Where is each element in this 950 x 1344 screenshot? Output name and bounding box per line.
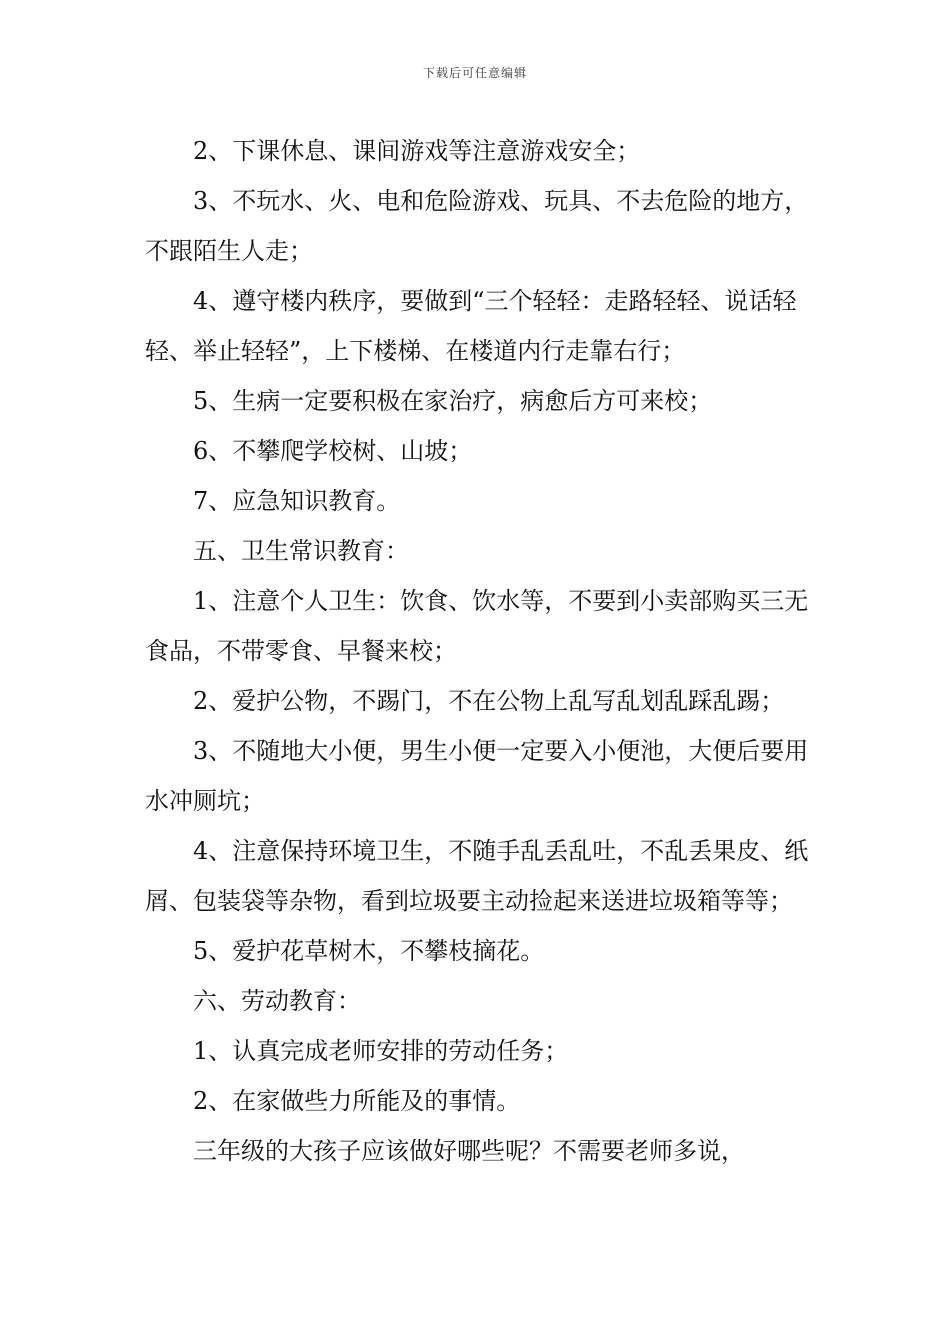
- section-heading: 六、劳动教育：: [193, 987, 361, 1015]
- paragraph: 5、生病一定要积极在家治疗，病愈后方可来校；: [193, 387, 713, 415]
- paragraph: 3、不随地大小便，男生小便一定要入小便池，大便后要用水冲厕坑；: [145, 737, 809, 815]
- paragraph: 4、遵守楼内秩序，要做到“三个轻轻：走路轻轻、说话轻轻、举止轻轻”，上下楼梯、在楼道内行走靠右行；: [145, 287, 797, 365]
- paragraph: 1、注意个人卫生：饮食、饮水等，不要到小卖部购买三无食品，不带零食、早餐来校；: [145, 587, 809, 665]
- paragraph: 3、不玩水、火、电和危险游戏、玩具、不去危险的地方，不跟陌生人走；: [145, 187, 809, 265]
- paragraph: 2、在家做些力所能及的事情。: [193, 1087, 521, 1115]
- paragraph: 三年级的大孩子应该做好哪些呢？不需要老师多说，: [193, 1137, 745, 1165]
- paragraph: 5、爱护花草树木，不攀枝摘花。: [193, 937, 545, 965]
- page-header: 下载后可任意编辑: [422, 66, 527, 80]
- paragraph: 7、应急知识教育。: [193, 487, 401, 515]
- paragraph: 2、下课休息、课间游戏等注意游戏安全；: [193, 137, 641, 165]
- paragraph: 6、不攀爬学校树、山坡；: [193, 437, 473, 465]
- paragraph: 2、爱护公物，不踢门，不在公物上乱写乱划乱踩乱踢；: [193, 687, 785, 715]
- document-body: [145, 126, 810, 1176]
- paragraph: 4、注意保持环境卫生，不随手乱丢乱吐，不乱丢果皮、纸屑、包装袋等杂物，看到垃圾要主动捡起来送进垃圾箱等等；: [145, 837, 809, 915]
- paragraph: 1、认真完成老师安排的劳动任务；: [193, 1037, 569, 1065]
- section-heading: 五、卫生常识教育：: [193, 537, 409, 565]
